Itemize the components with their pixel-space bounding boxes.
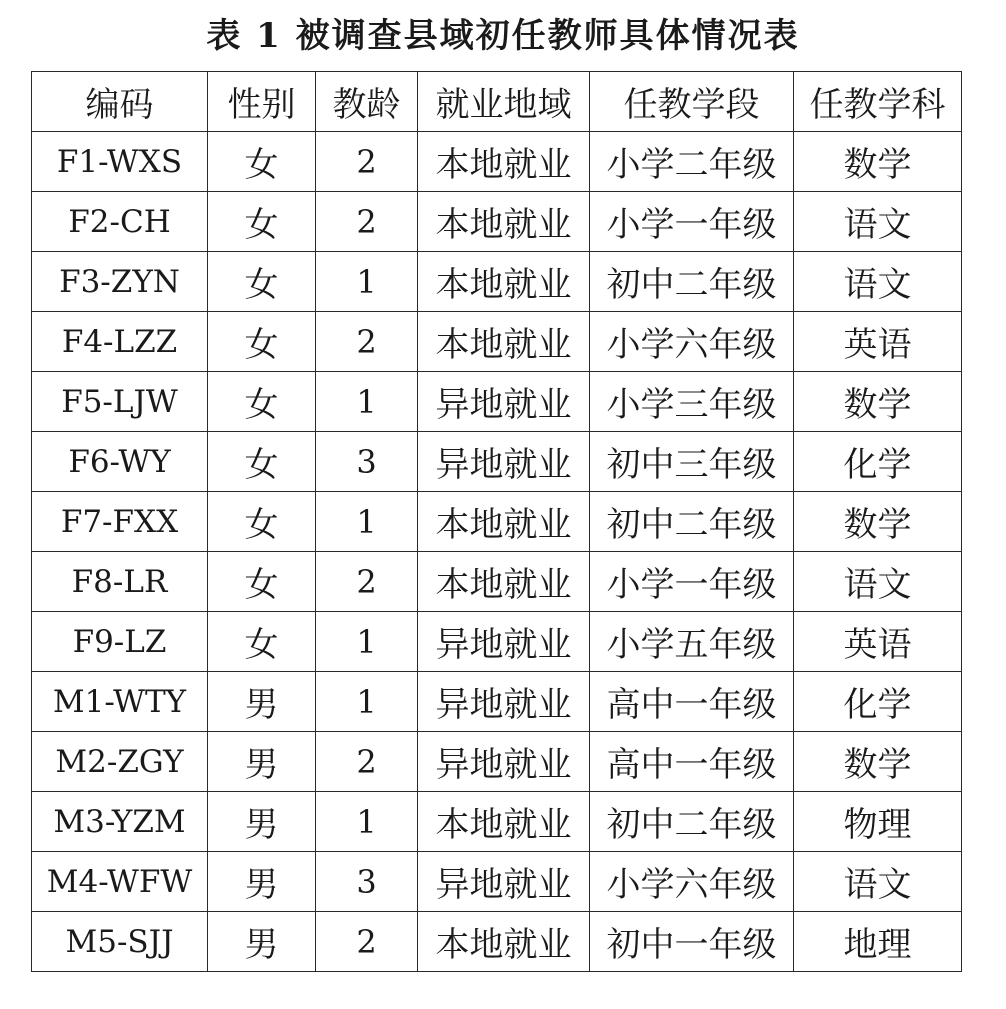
table-row [32,732,962,792]
cell-employment-region: 本地就业 [418,792,590,852]
cell-teaching-subject: 英语 [794,312,962,372]
cell-gender: 男 [208,792,316,852]
cell-teaching-stage: 小学六年级 [590,312,794,372]
cell-teaching-years: 3 [316,852,418,912]
cell-gender: 男 [208,732,316,792]
cell-teaching-stage: 初中二年级 [590,492,794,552]
cell-teaching-stage: 初中三年级 [590,432,794,492]
cell-teaching-stage: 高中一年级 [590,732,794,792]
cell-teaching-subject: 数学 [794,372,962,432]
cell-gender: 女 [208,492,316,552]
cell-teaching-subject: 数学 [794,492,962,552]
cell-teaching-stage: 小学二年级 [590,132,794,192]
cell-teaching-stage: 小学三年级 [590,372,794,432]
cell-gender: 女 [208,192,316,252]
cell-teaching-years: 2 [316,192,418,252]
cell-teaching-years: 1 [316,612,418,672]
cell-gender: 女 [208,132,316,192]
table-row [32,492,962,552]
table-row [32,312,962,372]
cell-teaching-stage: 初中二年级 [590,252,794,312]
cell-employment-region: 异地就业 [418,612,590,672]
cell-teaching-years: 2 [316,732,418,792]
cell-code: F8-LR [32,552,208,612]
cell-code: F1-WXS [32,132,208,192]
table-row [32,252,962,312]
cell-employment-region: 异地就业 [418,732,590,792]
cell-teaching-stage: 初中二年级 [590,792,794,852]
cell-employment-region: 本地就业 [418,912,590,972]
cell-code: M2-ZGY [32,732,208,792]
cell-teaching-years: 2 [316,912,418,972]
table-row [32,912,962,972]
cell-code: F9-LZ [32,612,208,672]
cell-teaching-years: 1 [316,672,418,732]
cell-employment-region: 本地就业 [418,492,590,552]
cell-teaching-stage: 小学一年级 [590,552,794,612]
cell-gender: 女 [208,552,316,612]
cell-code: M1-WTY [32,672,208,732]
cell-employment-region: 异地就业 [418,372,590,432]
cell-code: M5-SJJ [32,912,208,972]
cell-teaching-subject: 英语 [794,612,962,672]
cell-teaching-years: 3 [316,432,418,492]
cell-employment-region: 本地就业 [418,552,590,612]
header-code: 编码 [32,72,208,132]
table-row [32,852,962,912]
header-teaching-stage: 任教学段 [590,72,794,132]
cell-code: F7-FXX [32,492,208,552]
header-gender: 性别 [208,72,316,132]
cell-teaching-subject: 数学 [794,732,962,792]
cell-employment-region: 异地就业 [418,672,590,732]
cell-gender: 女 [208,252,316,312]
cell-employment-region: 本地就业 [418,252,590,312]
cell-code: F6-WY [32,432,208,492]
header-teaching-subject: 任教学科 [794,72,962,132]
cell-code: F5-LJW [32,372,208,432]
cell-teaching-subject: 化学 [794,672,962,732]
table-row [32,672,962,732]
cell-gender: 女 [208,312,316,372]
cell-teaching-subject: 化学 [794,432,962,492]
cell-employment-region: 本地就业 [418,312,590,372]
header-employment-region: 就业地域 [418,72,590,132]
header-teaching-years: 教龄 [316,72,418,132]
cell-employment-region: 异地就业 [418,852,590,912]
cell-code: F4-LZZ [32,312,208,372]
cell-gender: 男 [208,672,316,732]
cell-employment-region: 本地就业 [418,192,590,252]
cell-employment-region: 异地就业 [418,432,590,492]
cell-teaching-stage: 小学一年级 [590,192,794,252]
cell-teaching-years: 2 [316,132,418,192]
cell-teaching-subject: 数学 [794,132,962,192]
table-header-row [32,72,962,132]
cell-code: F3-ZYN [32,252,208,312]
table-body [32,132,962,972]
cell-teaching-years: 1 [316,372,418,432]
cell-gender: 女 [208,432,316,492]
cell-code: M4-WFW [32,852,208,912]
cell-teaching-stage: 小学六年级 [590,852,794,912]
cell-teaching-stage: 高中一年级 [590,672,794,732]
cell-teaching-years: 1 [316,792,418,852]
cell-gender: 女 [208,612,316,672]
cell-teaching-subject: 地理 [794,912,962,972]
cell-teaching-years: 1 [316,252,418,312]
cell-teaching-subject: 语文 [794,552,962,612]
cell-teaching-years: 2 [316,552,418,612]
cell-employment-region: 本地就业 [418,132,590,192]
table-row [32,792,962,852]
table-row [32,552,962,612]
table-caption: 表 1 被调查县域初任教师具体情况表 [206,16,800,56]
teacher-table [31,71,962,972]
table-row [32,432,962,492]
table-row [32,132,962,192]
cell-teaching-stage: 小学五年级 [590,612,794,672]
cell-code: F2-CH [32,192,208,252]
cell-teaching-subject: 语文 [794,852,962,912]
cell-gender: 女 [208,372,316,432]
cell-teaching-subject: 物理 [794,792,962,852]
cell-gender: 男 [208,852,316,912]
cell-teaching-years: 2 [316,312,418,372]
cell-code: M3-YZM [32,792,208,852]
table-row [32,192,962,252]
table-row [32,612,962,672]
cell-teaching-subject: 语文 [794,252,962,312]
cell-teaching-years: 1 [316,492,418,552]
cell-gender: 男 [208,912,316,972]
cell-teaching-subject: 语文 [794,192,962,252]
cell-teaching-stage: 初中一年级 [590,912,794,972]
table-row [32,372,962,432]
